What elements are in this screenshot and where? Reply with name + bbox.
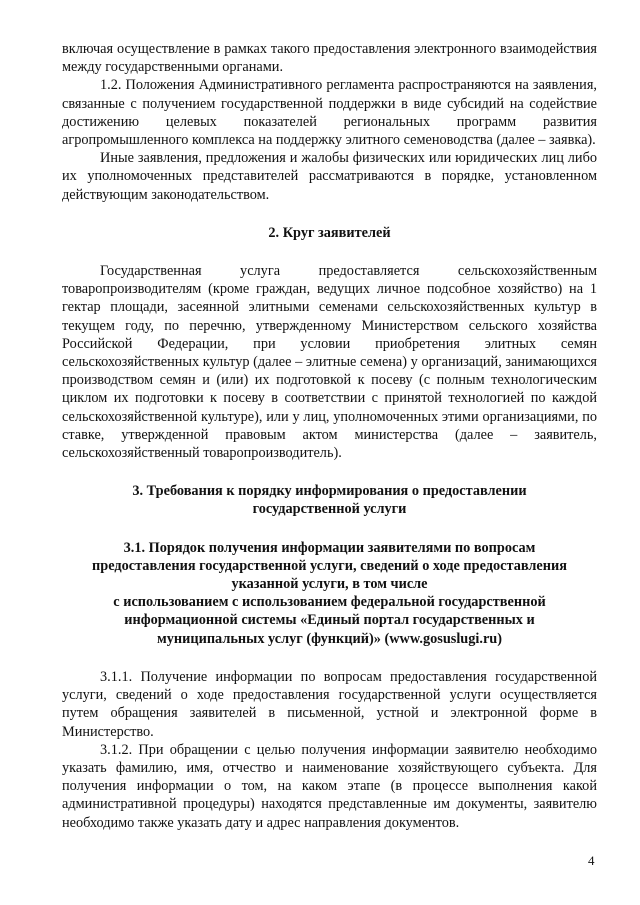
paragraph-1-2: 1.2. Положения Административного регламента распространяются на заявления, связанные с получением государственной поддержки в виде субсидий на содействие достижению целевых показателей региональных программ развития агропромышленного комплекса на поддержку элитного семеноводства (далее – заявка). xyxy=(62,77,597,149)
subsection-3-1-heading xyxy=(62,539,597,648)
section-2-heading: 2. Круг заявителей xyxy=(268,224,391,241)
subsection-3-1-heading-line: информационной системы «Единый портал государственных и xyxy=(124,612,535,629)
subsection-3-1-heading-line: предоставления государственной услуги, сведений о ходе предоставления xyxy=(92,557,567,574)
document-body xyxy=(62,40,597,832)
intro-paragraph: включая осуществление в рамках такого предоставления электронного взаимодействия между государственными органами. xyxy=(62,41,597,76)
paragraph-3-1-2: 3.1.2. При обращении с целью получения информации заявителю необходимо указать фамилию, имя, отчество и наименование хозяйствующего субъекта. Для получения информации о том, на каком этапе (в процессе выполнения какой административной процедуры) находятся представленные им документы, заявителю необходимо также указать дату и адрес направления документов. xyxy=(62,741,597,831)
subsection-3-1-heading-line: 3.1. Порядок получения информации заявителями по вопросам xyxy=(123,539,536,556)
section-3-heading-line: 3. Требования к порядку информирования о предоставлении xyxy=(132,483,527,500)
subsection-3-1-heading-line: указанной услуги, в том числе xyxy=(231,576,428,593)
subsection-3-1-heading-line: муниципальных услуг (функций)» (www.gosuslugi.ru) xyxy=(156,630,503,647)
section-3-heading-line: государственной услуги xyxy=(252,501,407,518)
page-number: 4 xyxy=(588,853,595,868)
subsection-3-1-heading-line: с использованием с использованием федеральной государственной xyxy=(113,594,546,611)
section-2-paragraph: Государственная услуга предоставляется сельскохозяйственным товаропроизводителям (кроме граждан, ведущих личное подсобное хозяйство) на 1 гектар площади, засеянной элитными семенами сельскохозяйственных культур в текущем году, по перечню, утвержденному Министерством сельского хозяйства Российской Федерации, при условии приобретения элитных семян сельскохозяйственных культур (далее – элитные семена) у организаций, занимающихся производством семян и (или) их подготовкой к посеву (с полным технологическим циклом их подготовки к посеву в соответствии с принятой технологией по каждой сельскохозяйственной культуре), или у лиц, уполномоченных этими организациями, по ставке, утвержденной правовым актом министерства (далее – заявитель, сельскохозяйственный товаропроизводитель). xyxy=(62,263,597,462)
paragraph-3-1-1: 3.1.1. Получение информации по вопросам предоставления государственной услуги, сведений о ходе предоставления государственной услуги осуществляется путем обращения заявителей в письменной, устной и электронной форме в Министерство. xyxy=(62,668,597,740)
section-3-heading xyxy=(62,482,597,518)
paragraph-complaints: Иные заявления, предложения и жалобы физических или юридических лиц либо их уполномоченных представителей рассматриваются в порядке, установленном действующим законодательством. xyxy=(62,150,597,203)
